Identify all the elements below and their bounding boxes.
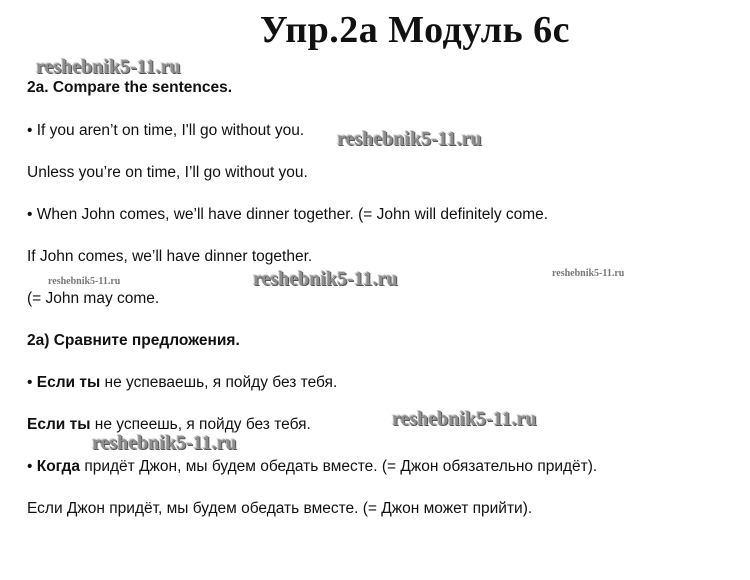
bullet: •	[27, 122, 33, 139]
english-sentence-5: (= John may come.	[27, 290, 160, 307]
english-sentence-1	[27, 122, 304, 140]
watermark: reshebnik5-11.ru	[253, 268, 398, 290]
sentence-text: When John comes, we’ll have dinner together. (= John will definitely come.	[36, 206, 549, 223]
bullet: •	[27, 374, 33, 391]
english-heading: 2a. Compare the sentences.	[27, 79, 233, 96]
watermark: reshebnik5-11.ru	[552, 268, 625, 279]
bullet: •	[27, 206, 33, 223]
bold-phrase: Если ты	[36, 374, 101, 391]
watermark: reshebnik5-11.ru	[92, 432, 237, 454]
watermark: reshebnik5-11.ru	[48, 276, 121, 287]
sentence-text: If you aren’t on time, I'll go without you.	[36, 122, 305, 139]
sentence-text: не успеваешь, я пойду без тебя.	[100, 374, 338, 391]
watermark: reshebnik5-11.ru	[337, 128, 482, 150]
english-sentence-4: If John comes, we’ll have dinner together.	[27, 248, 313, 265]
russian-sentence-1	[27, 374, 337, 392]
sentence-text: придёт Джон, мы будем обедать вместе. (= Джон обязательно придёт).	[80, 458, 598, 475]
english-sentence-2: Unless you’re on time, I’ll go without you.	[27, 164, 308, 181]
bullet: •	[27, 458, 33, 475]
english-sentence-3	[27, 206, 548, 224]
watermark: reshebnik5-11.ru	[36, 56, 181, 78]
watermark: reshebnik5-11.ru	[392, 408, 537, 430]
russian-sentence-4: Если Джон придёт, мы будем обедать вместе. (= Джон может прийти).	[27, 500, 533, 517]
bold-phrase: Когда	[36, 458, 81, 475]
bold-phrase: Если ты	[27, 416, 91, 433]
sentence-text: не успеешь, я пойду без тебя.	[90, 416, 311, 433]
page-title: Упр.2а Модуль 6с	[259, 9, 571, 51]
russian-heading: 2a) Сравните предложения.	[27, 332, 240, 349]
russian-sentence-3	[27, 458, 597, 476]
